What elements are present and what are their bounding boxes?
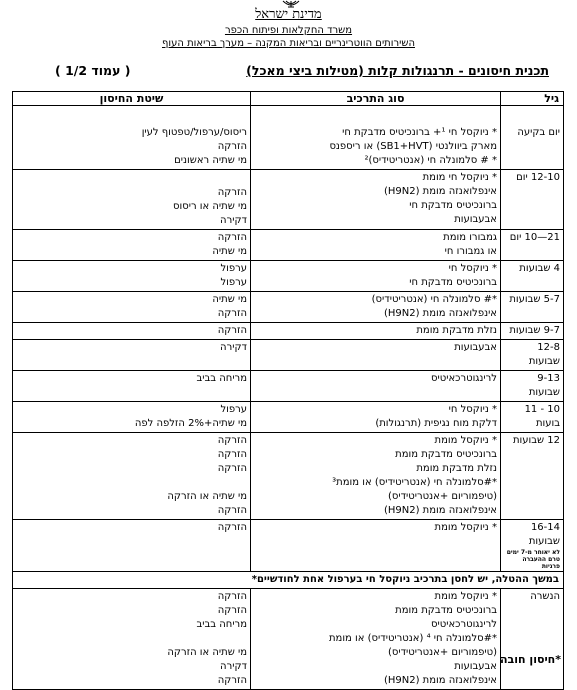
vaccine-cell: גמבורו מומת או גמבורו חי xyxy=(251,230,501,261)
age-cell: 9-13 שבועות xyxy=(501,371,564,402)
method-cell: הזרקה xyxy=(13,520,251,572)
table-row xyxy=(13,261,564,292)
age-cell: 10 - 11 בועות xyxy=(501,402,564,433)
age-cell: 9-7 שבועות xyxy=(501,323,564,340)
table-row xyxy=(13,106,564,170)
vaccine-cell: * ניוקסל חי ברונכיטיס מדבקת חי xyxy=(251,261,501,292)
method-cell: הזרקה הזרקה מריחה בביב מי שתיה או הזרקה דקירה הזרקה xyxy=(13,589,251,690)
table-row xyxy=(13,589,564,690)
table-row xyxy=(13,292,564,323)
age-cell xyxy=(501,520,564,572)
vaccine-cell: * ניוקסל מומת xyxy=(251,520,501,572)
age-cell: 12-8 שבועות xyxy=(501,340,564,371)
column-header-method: שיטת החיסון xyxy=(13,92,251,106)
table-row xyxy=(13,170,564,230)
age-cell: הנשרה xyxy=(501,589,564,690)
age-cell: 12 שבועות xyxy=(501,433,564,520)
vaccine-cell: לרינגוטרכאיטיס xyxy=(251,371,501,402)
table-row xyxy=(13,340,564,371)
method-cell: הזרקה מי שתיה xyxy=(13,230,251,261)
method-cell: ערפול מי שתיה+2% הזלפה לפה xyxy=(13,402,251,433)
table-row xyxy=(13,230,564,261)
table-row xyxy=(13,520,564,572)
table-row xyxy=(13,433,564,520)
vaccine-cell: נזלת מדבקת מומת xyxy=(251,323,501,340)
vaccine-cell: * ניוקסל מומת ברונכיטיס מדבקת מומת נזלת מדבקת מומת *#סלמונלה חי (אנטריטידיס) או מומת³ (טיפמוריום +אנטריטידיס) אינפלואנזה מומת (H9N2) xyxy=(251,433,501,520)
column-header-age: גיל xyxy=(501,92,564,106)
method-cell: מי שתיה הזרקה xyxy=(13,292,251,323)
document-title: תכנית חיסונים - תרנגולות קלות (מטילות ביצי מאכל) xyxy=(246,63,549,78)
method-cell: ערפול ערפול xyxy=(13,261,251,292)
method-cell: מריחה בביב xyxy=(13,371,251,402)
ministry-name: משרד החקלאות ופיתוח הכפר xyxy=(224,25,353,36)
method-cell: הזרקה xyxy=(13,323,251,340)
age-cell: 21—10 יום xyxy=(501,230,564,261)
vaccine-cell: * ניוקסל מומת ברונכיטיס מדבקת מומת לרינגוטרכאיטיס *#סלמונלה חי ⁴ (אנטריטידיס) או מומת (טיפמוריום +אנטריטידיס) אבעבועות אינפלואנזה מומת (H9N2) xyxy=(251,589,501,690)
table-row xyxy=(13,323,564,340)
laying-period-note: במשך ההטלה, יש לחסן בתרכיב ניוקסל חי בערפול אחת לחודשיים* xyxy=(13,572,564,589)
method-cell: ריסוס/ערפול/טפטוף לעין הזרקה מי שתיה ראשונים xyxy=(13,106,251,170)
age-cell: יום בקיעה xyxy=(501,106,564,170)
method-cell: הזרקה מי שתיה או ריסוס דקירה xyxy=(13,170,251,230)
vaccine-cell: * ניוקסל חי דלקת מוח נגיפית (תרנגולות) xyxy=(251,402,501,433)
age-label: 16-14 שבועות xyxy=(528,522,560,547)
table-row xyxy=(13,371,564,402)
age-cell: 4 שבועות xyxy=(501,261,564,292)
table-header-row xyxy=(13,92,564,106)
age-cell: 12-10 יום xyxy=(501,170,564,230)
vaccination-table xyxy=(12,91,564,690)
age-cell: 5-7 שבועות xyxy=(501,292,564,323)
vaccine-cell: * ניוקסל חי מומת אינפלואנזה מומת (H9N2) ברונכיטיס מדבקת חי אבעבועות xyxy=(251,170,501,230)
vaccine-cell: אבעבועות xyxy=(251,340,501,371)
method-cell: הזרקה הזרקה הזרקה מי שתיה או הזרקה הזרקה xyxy=(13,433,251,520)
method-cell: דקירה xyxy=(13,340,251,371)
mandatory-vaccine-footnote: *חיסון חובה xyxy=(499,653,561,666)
table-row xyxy=(13,402,564,433)
vaccine-cell: * ניוקסל חי ¹+ ברונכיטיס מדבקת חי מארק ביוולנטי (SB1+HVT) או ריספנס * # סלמונלה חי (אנטריטידיס)² xyxy=(251,106,501,170)
age-footnote: לא יאוחר מ-7 ימים טרם ההעברה פרגיות xyxy=(506,549,560,570)
state-name: מדינת ישראל xyxy=(255,7,322,22)
department-name: השירותים הווטרינריים ובריאות המקנה – מערך בריאות העוף xyxy=(162,38,415,49)
page-indicator: ( עמוד 1/2 ) xyxy=(55,63,131,78)
table-note-row xyxy=(13,572,564,589)
column-header-vaccine: סוג התרכיב xyxy=(251,92,501,106)
vaccine-cell: *# סלמונלה חי (אנטריטידיס) אינפלואנזה מומת (H9N2) xyxy=(251,292,501,323)
